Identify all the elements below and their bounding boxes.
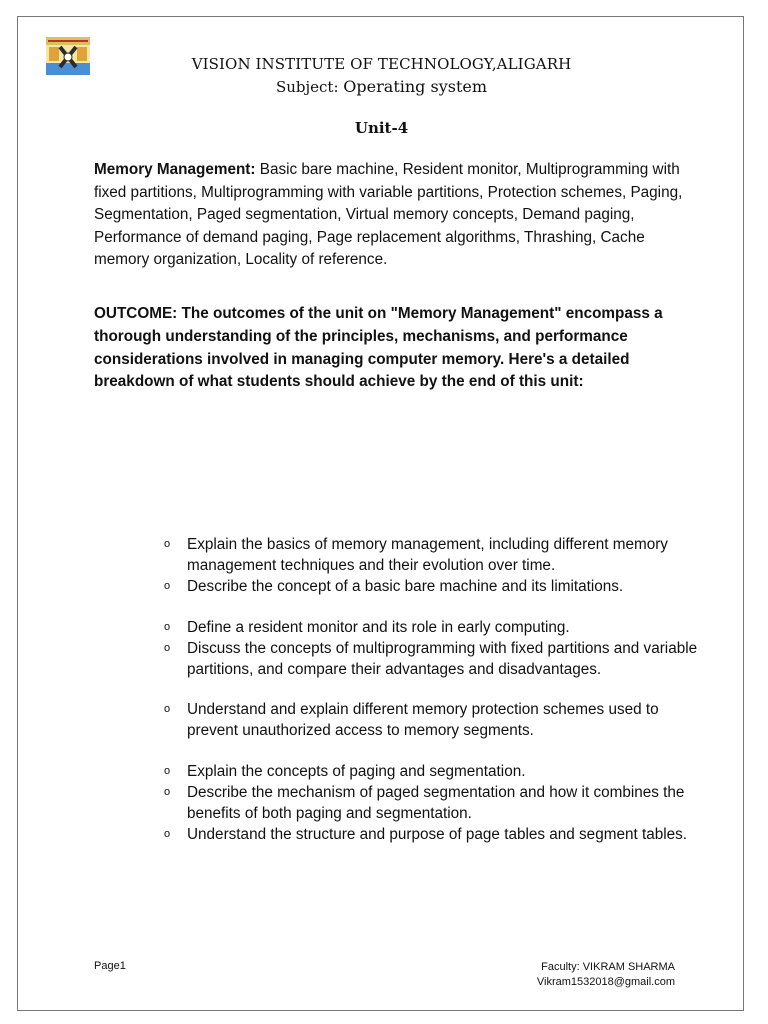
faculty-email: Vikram1532018@gmail.com (536, 976, 675, 988)
bullet-marker: o (164, 785, 171, 798)
bullet-marker: o (164, 641, 171, 654)
list-item-text: Describe the mechanism of paged segmentation and how it combines the benefits of both paging and segmentation. (187, 783, 685, 823)
list-item (158, 699, 698, 741)
institute-name: VISION INSTITUTE OF TECHNOLOGY,ALIGARH (191, 55, 572, 73)
bullet-marker: o (164, 580, 171, 593)
bullet-marker: o (164, 764, 171, 777)
subject-value: Operating system (343, 77, 488, 96)
list-item-text: Explain the basics of memory management, including different memory management techniques and their evolution over time. (187, 536, 668, 575)
outcome-list (158, 534, 698, 845)
syllabus-label: Memory Management: (94, 161, 256, 178)
list-item (158, 617, 698, 638)
syllabus-paragraph (94, 159, 684, 272)
list-item (158, 761, 698, 782)
bullet-marker: o (164, 538, 171, 550)
list-item-text: Define a resident monitor and its role in early computing. (187, 618, 570, 636)
list-item (158, 824, 698, 845)
subject-label: Subject: (275, 78, 344, 96)
faculty-name: Faculty: VIKRAM SHARMA (541, 961, 675, 973)
page-number: Page1 (94, 960, 126, 972)
outcome-paragraph: OUTCOME: The outcomes of the unit on "Memory Management" encompass a thorough understanding of the principles, mechanisms, and performance considerations involved in managing computer memory. Here's a detailed breakdown of what students should achieve by the end of this unit: (94, 305, 663, 391)
bullet-marker: o (164, 828, 171, 841)
list-item-text: Explain the concepts of paging and segmentation. (187, 762, 526, 780)
syllabus-text: Basic bare machine, Resident monitor, Multiprogramming with fixed partitions, Multiprogramming with variable partitions, Protection schemes, Paging, Segmentation, Paged segmentation, Virtual memory concepts, Demand paging, Performance of demand paging, Page replacement algorithms, Thrashing, Cache memory organization, Locality of reference. (94, 161, 683, 269)
list-item-text: Describe the concept of a basic bare machine and its limitations. (187, 578, 624, 596)
list-item-text: Discuss the concepts of multiprogramming with fixed partitions and variable partitions, and compare their advantages and disadvantages. (187, 639, 698, 679)
list-item-text: Understand the structure and purpose of page tables and segment tables. (187, 826, 688, 844)
footer-faculty-block (537, 960, 675, 990)
list-item-text: Understand and explain different memory protection schemes used to prevent unauthorized access to memory segments. (187, 701, 659, 740)
list-item (158, 638, 698, 680)
list-item (158, 576, 698, 597)
document-page (17, 16, 744, 1011)
list-item (158, 782, 698, 824)
bullet-marker: o (164, 703, 171, 716)
bullet-marker: o (164, 620, 171, 633)
unit-title: Unit-4 (354, 119, 409, 137)
subject-line (18, 77, 745, 96)
list-item (158, 534, 698, 576)
